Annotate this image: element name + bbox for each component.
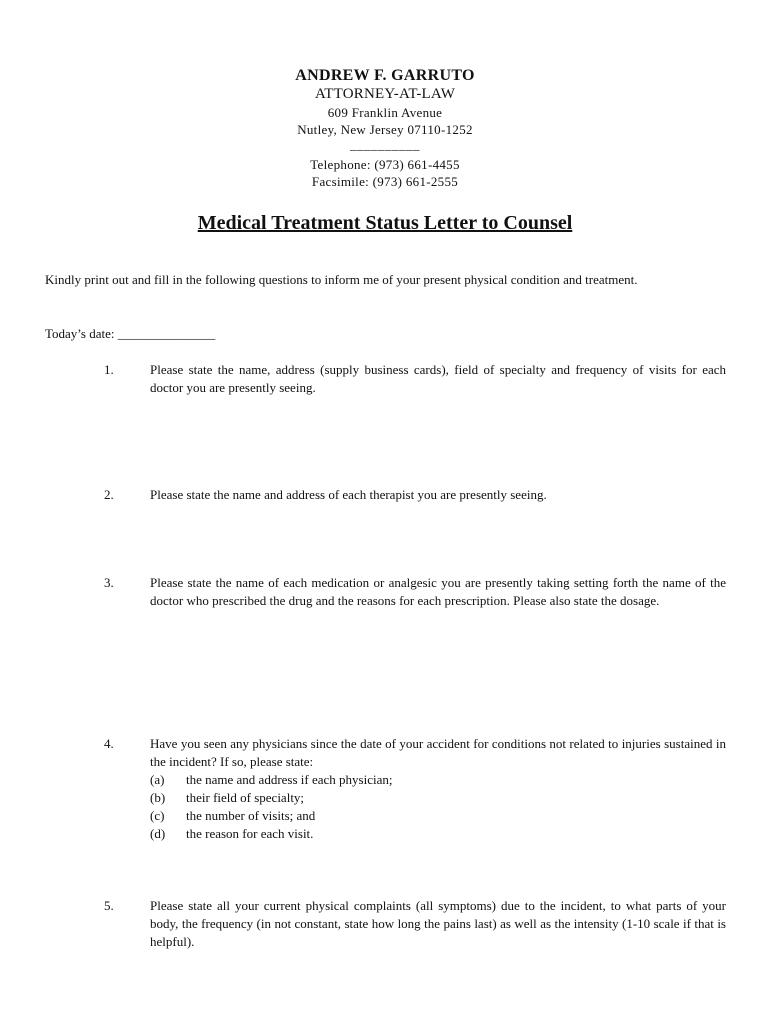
letterhead-rule: __________ [350, 137, 420, 152]
address-line-2: Nutley, New Jersey 07110-1252 [297, 122, 473, 137]
subitem-text: the reason for each visit. [186, 826, 314, 841]
question-text: Please state the name of each medication or analgesic you are presently taking setting forth the name of the doctor who prescribed the drug and the reasons for each prescription. Please also state the dosage. [150, 575, 726, 608]
question-number: 2. [104, 487, 114, 502]
subitem-d [150, 825, 726, 843]
document-title: Medical Treatment Status Letter to Counsel [197, 212, 573, 234]
facsimile-line: Facsimile: (973) 661-2555 [311, 174, 459, 189]
question-text: Have you seen any physicians since the date of your accident for conditions not related to injuries sustained in the incident? If so, please state: [150, 736, 726, 769]
address-line-1: 609 Franklin Avenue [327, 105, 443, 120]
subitem-text: their field of specialty; [186, 790, 305, 805]
attorney-title: ATTORNEY-AT-LAW [314, 86, 456, 102]
question-3 [104, 574, 726, 610]
subitem-c [150, 807, 726, 825]
question-text: Please state the name and address of each therapist you are presently seeing. [150, 487, 547, 502]
date-line: Today’s date: _______________ [45, 326, 216, 341]
intro-paragraph: Kindly print out and fill in the following questions to inform me of your present physical condition and treatment. [45, 272, 638, 287]
subitem-letter: (b) [150, 790, 166, 805]
subitem-letter: (d) [150, 826, 166, 841]
question-4 [104, 735, 726, 843]
telephone-line: Telephone: (973) 661-4455 [310, 157, 460, 172]
subitem-a [150, 771, 726, 789]
subitem-text: the number of visits; and [186, 808, 316, 823]
question-5 [104, 897, 726, 951]
subitem-letter: (c) [150, 808, 165, 823]
question-text: Please state the name, address (supply business cards), field of specialty and frequency of visits for each doctor you are presently seeing. [150, 362, 726, 395]
question-number: 1. [104, 362, 114, 377]
question-number: 3. [104, 575, 114, 590]
attorney-name: ANDREW F. GARRUTO [295, 67, 475, 84]
subitem-letter: (a) [150, 772, 165, 787]
letterhead [0, 66, 770, 190]
question-text: Please state all your current physical complaints (all symptoms) due to the incident, to what parts of your body, the frequency (in not constant, state how long the pains last) as well as the intensity (1-10 scale if that is helpful). [150, 898, 726, 949]
subitem-b [150, 789, 726, 807]
question-number: 4. [104, 736, 114, 751]
question-number: 5. [104, 898, 114, 913]
question-2 [104, 486, 726, 504]
question-1 [104, 361, 726, 397]
subitem-text: the name and address if each physician; [186, 772, 393, 787]
